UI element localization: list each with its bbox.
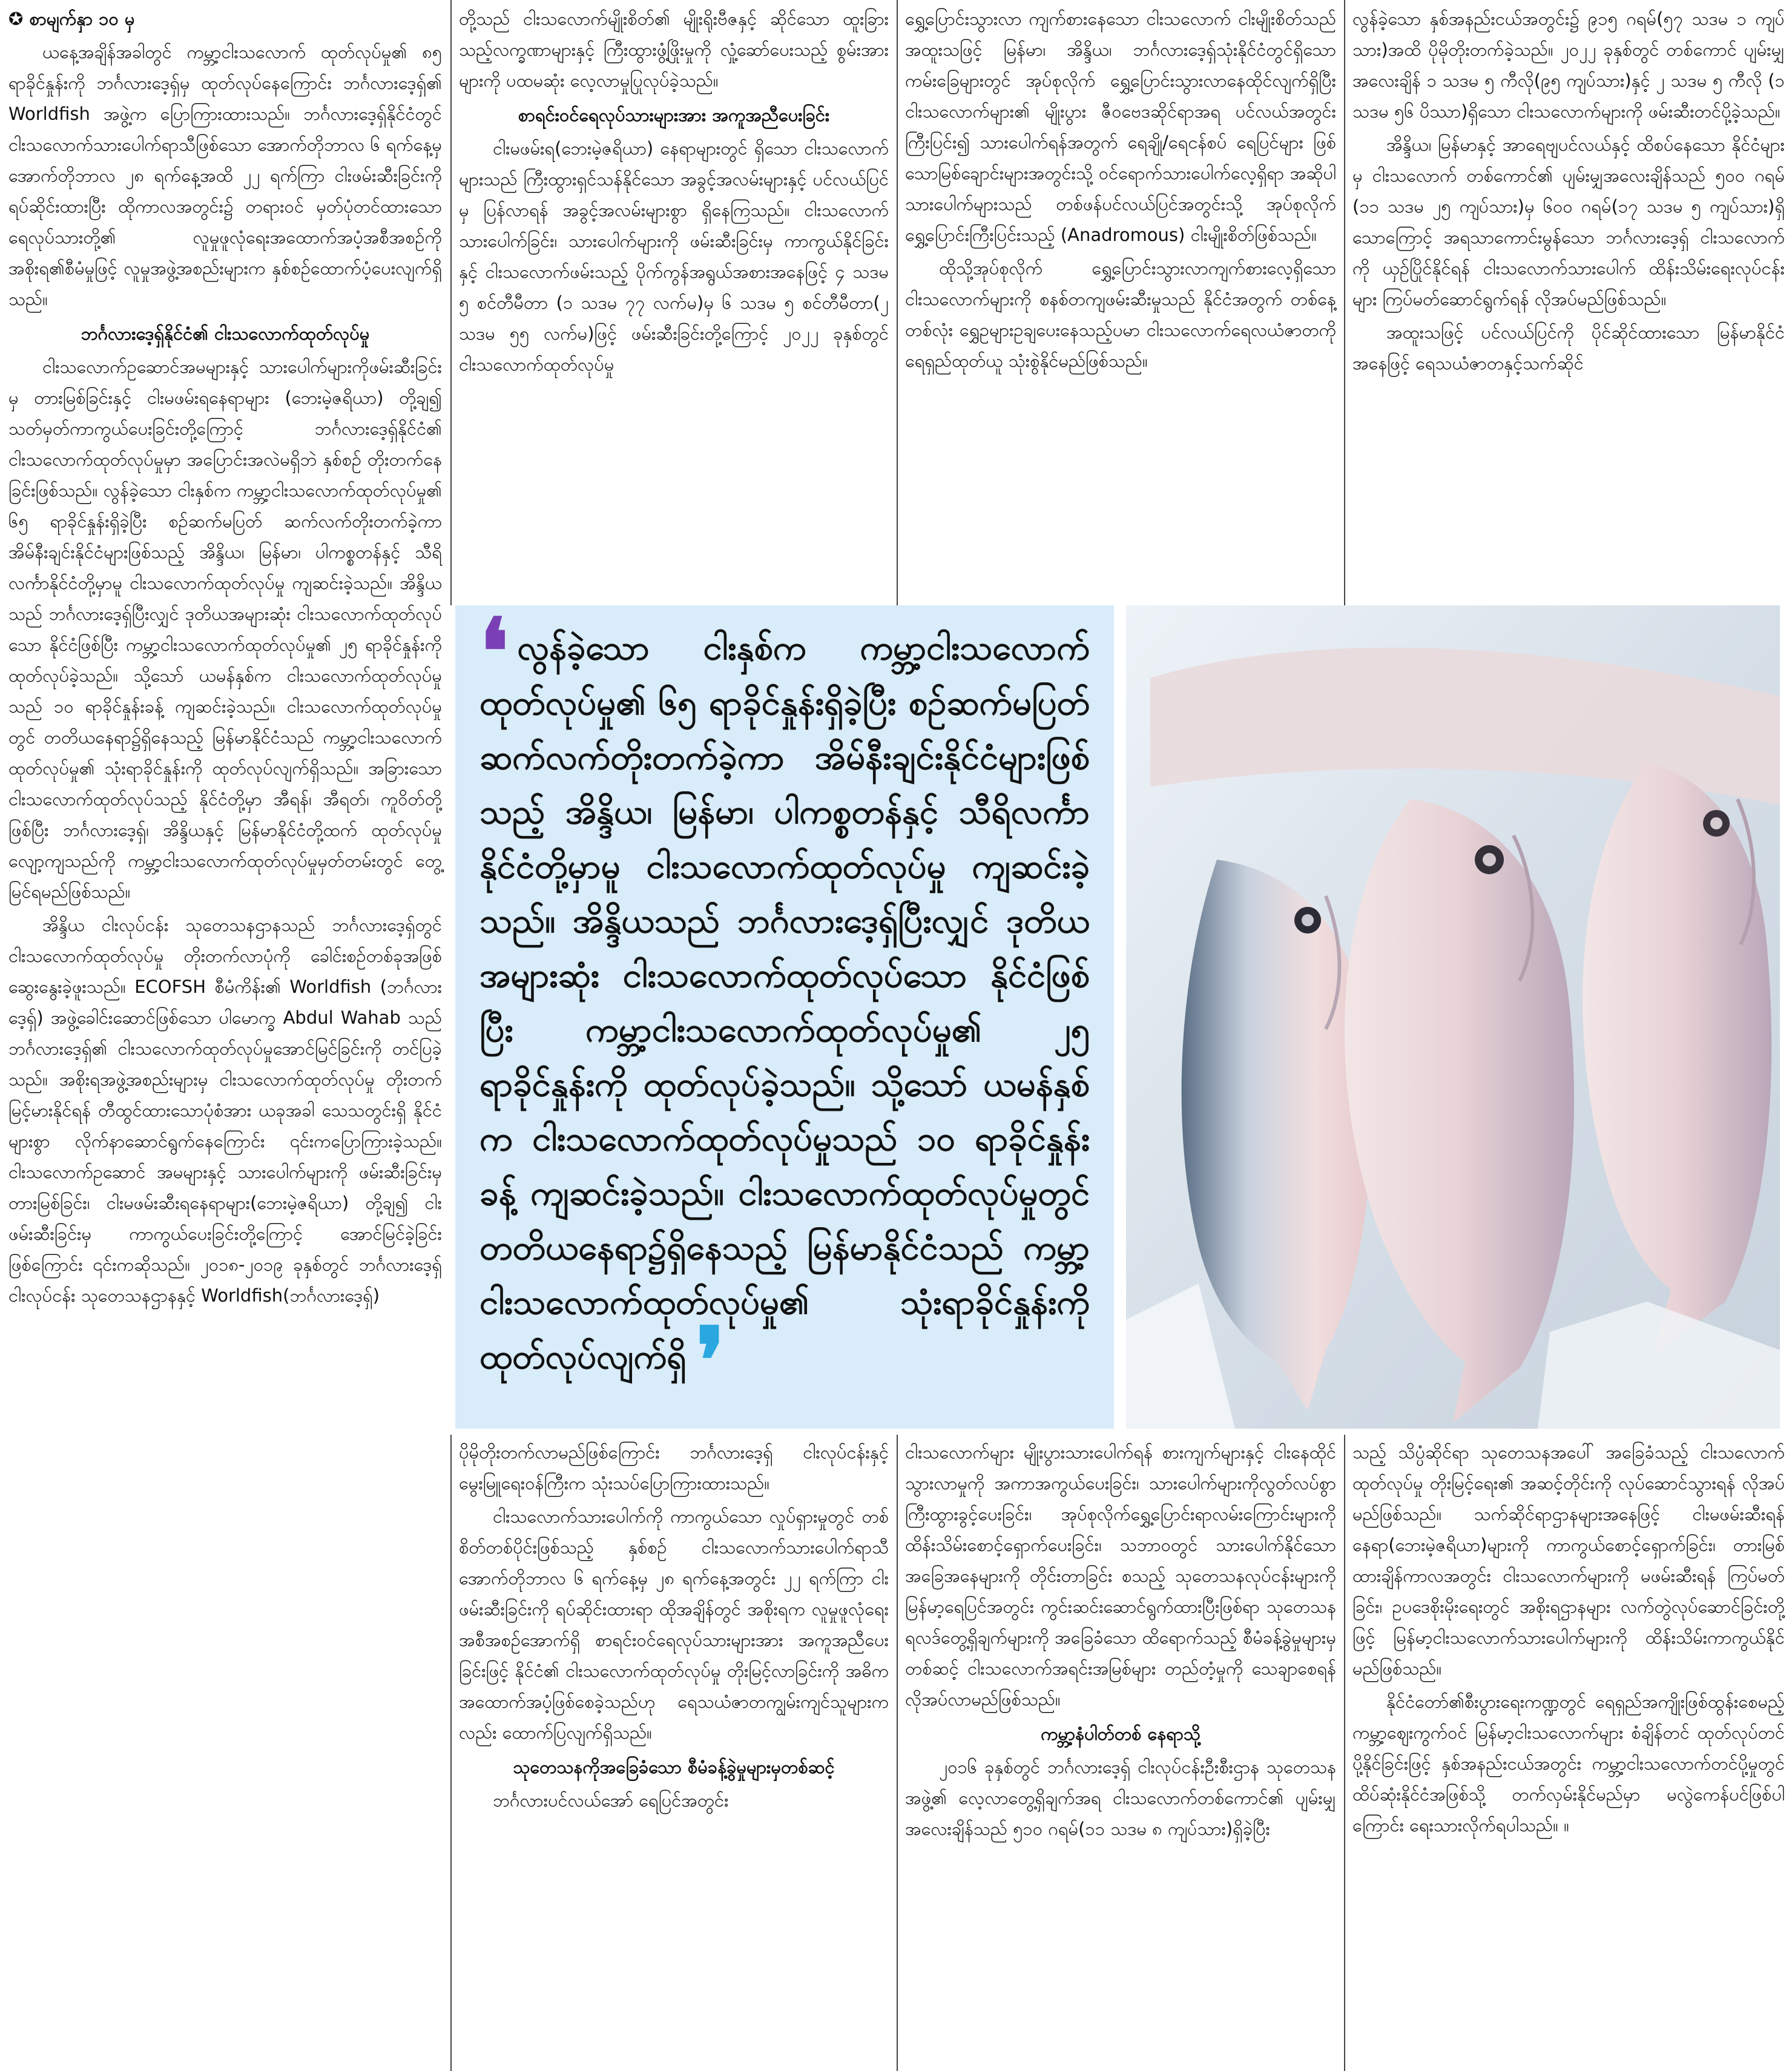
section-heading: ဘင်္ဂလားဒေ့ရှ်နိုင်ငံ၏ ငါးသလောက်ထုတ်လုပ်မှု [81, 323, 370, 344]
paragraph: ထိုသို့အုပ်စုလိုက် ရွှေ့ပြောင်းသွားလာကျက်စားလေ့ရှိသော ငါးသလောက်များကို စနစ်တကျဖမ်းဆီးမှုသည် နိုင်ငံအတွက် တစ်နေ့တစ်လုံး ရွှေဥများဥချပေးနေသည့်ပမာ ငါးသလောက်ရေလယံဇာတကို ရေရှည်ထုတ်ယူ သုံးစွဲနိုင်မည်ဖြစ်သည်။ [905, 258, 1336, 371]
pull-quote [455, 605, 1114, 1429]
column-rule [897, 0, 898, 605]
article-column-2-bottom [455, 1437, 892, 2068]
article-column-4-top [1349, 4, 1788, 600]
paragraph: ငါးသလောက်ဥဆောင်အမများနှင့် သားပေါက်များကိုဖမ်းဆီးခြင်းမှ တားမြစ်ခြင်းနှင့် ငါးမဖမ်းရနေရာများ (ဘေးမဲ့ဇရိယာ) တို့ချ၍ သတ်မှတ်ကာကွယ်ပေးခြင်းတို့ကြောင့် ဘင်္ဂလားဒေ့ရှ်နိုင်ငံ၏ ငါးသလောက်ထုတ်လုပ်မှုမှာ အပြောင်းအလဲမရှိဘဲ နှစ်စဉ် တိုးတက်နေခြင်းဖြစ်သည်။ လွန်ခဲ့သော ငါးနှစ်က ကမ္ဘာ့ငါးသလောက်ထုတ်လုပ်မှု၏ ၆၅ ရာခိုင်နှုန်းရှိခဲ့ပြီး စဉ်ဆက်မပြတ် ဆက်လက်တိုးတက်ခဲ့ကာ အိမ်နီးချင်းနိုင်ငံများဖြစ်သည့် အိန္ဒိယ၊ မြန်မာ၊ ပါကစ္စတန်နှင့် သီရိလင်္ကာနိုင်ငံတို့မှာမူ ငါးသလောက်ထုတ်လုပ်မှု ကျဆင်းခဲ့သည်။ အိန္ဒိယသည် ဘင်္ဂလားဒေ့ရှ်ပြီးလျှင် ဒုတိယအများဆုံး ငါးသလောက်ထုတ်လုပ်သော နိုင်ငံဖြစ်ပြီး ကမ္ဘာ့ငါးသလောက်ထုတ်လုပ်မှု၏ ၂၅ ရာခိုင်နှုန်းကို ထုတ်လုပ်ခဲ့သည်။ သို့သော် ယမန်နှစ်က ငါးသလောက်ထုတ်လုပ်မှုသည် ၁၀ ရာခိုင်နှုန်းခန့် ကျဆင်းခဲ့သည်။ ငါးသလောက်ထုတ်လုပ်မှုတွင် တတိယနေရာ၌ရှိနေသည့် မြန်မာနိုင်ငံသည် ကမ္ဘာ့ငါးသလောက်ထုတ်လုပ်မှု၏ သုံးရာခိုင်နှုန်းကို ထုတ်လုပ်လျက်ရှိသည်။ အခြားသော ငါးသလောက်ထုတ်လုပ်သည့် နိုင်ငံတို့မှာ အီရန်၊ အီရတ်၊ ကူဝိတ်တို့ဖြစ်ပြီး ဘင်္ဂလားဒေ့ရှ်၊ အိန္ဒိယနှင့် မြန်မာနိုင်ငံတို့ထက် ထုတ်လုပ်မှုလျော့ကျသည်ကို ကမ္ဘာ့ငါးသလောက်ထုတ်လုပ်မှုမှတ်တမ်းတွင် တွေ့မြင်ရမည်ဖြစ်သည်။ [8, 357, 442, 902]
pull-quote-text: လွန်ခဲ့သော ငါးနှစ်က ကမ္ဘာ့ငါးသလောက်ထုတ်လုပ်မှု၏ ၆၅ ရာခိုင်နှုန်းရှိခဲ့ပြီး စဉ်ဆက်မပြတ်ဆက်လက်တိုးတက်ခဲ့ကာ အိမ်နီးချင်းနိုင်ငံများဖြစ်သည့် အိန္ဒိယ၊ မြန်မာ၊ ပါကစ္စတန်နှင့် သီရိလင်္ကာနိုင်ငံတို့မှာမူ ငါးသလောက်ထုတ်လုပ်မှု ကျဆင်းခဲ့သည်။ အိန္ဒိယသည် ဘင်္ဂလားဒေ့ရှ်ပြီးလျှင် ဒုတိယအများဆုံး ငါးသလောက်ထုတ်လုပ်သော နိုင်ငံဖြစ်ပြီး ကမ္ဘာ့ငါးသလောက်ထုတ်လုပ်မှု၏ ၂၅ ရာခိုင်နှုန်းကို ထုတ်လုပ်ခဲ့သည်။ သို့သော် ယမန်နှစ်က ငါးသလောက်ထုတ်လုပ်မှုသည် ၁၀ ရာခိုင်နှုန်းခန့် ကျဆင်းခဲ့သည်။ ငါးသလောက်ထုတ်လုပ်မှုတွင် တတိယနေရာ၌ရှိနေသည့် မြန်မာနိုင်ငံသည် ကမ္ဘာ့ငါးသလောက်ထုတ်လုပ်မှု၏ သုံးရာခိုင်နှုန်းကို ထုတ်လုပ်လျက်ရှိ [479, 628, 1090, 1377]
article-column-2-top [455, 4, 892, 600]
paragraph: ယနေ့အချိန်အခါတွင် ကမ္ဘာ့ငါးသလောက် ထုတ်လုပ်မှု၏ ၈၅ ရာခိုင်နှုန်းကို ဘင်္ဂလားဒေ့ရှ်မှ ထုတ်လုပ်နေကြောင်း ဘင်္ဂလားဒေ့ရှ်၏ Worldfish အဖွဲ့က ပြောကြားထားသည်။ ဘင်္ဂလားဒေ့ရှ်နိုင်ငံတွင် ငါးသလောက်သားပေါက်ရာသီဖြစ်သော အောက်တိုဘာလ ၆ ရက်နေ့မှ အောက်တိုဘာလ ၂၈ ရက်နေ့အထိ ၂၂ ရက်ကြာ ငါးဖမ်းဆီးခြင်းကို ရပ်ဆိုင်းထားပြီး ထိုကာလအတွင်း၌ တရားဝင် မှတ်ပုံတင်ထားသော ရေလုပ်သားတို့၏ လူမှုဖူလုံရေးအထောက်အပံ့အစီအစဉ်ကို အစိုးရ၏စီမံမှုဖြင့် လူမှုအဖွဲ့အစည်းများက နှစ်စဉ်ထောက်ပံ့ပေးလျက်ရှိသည်။ [8, 42, 442, 309]
paragraph: ၂၀၁၆ ခုနှစ်တွင် ဘင်္ဂလားဒေ့ရှ် ငါးလုပ်ငန်းဦးစီးဌာန သုတေသနအဖွဲ့၏ လေ့လာတွေ့ရှိချက်အရ ငါးသလောက်တစ်ကောင်၏ ပျမ်းမျှအလေးချိန်သည် ၅၁၀ ဂရမ်(၁၁ သဒမ ၈ ကျပ်သား)ရှိခဲ့ပြီး [905, 1757, 1336, 1839]
article-column-3-bottom [901, 1437, 1340, 2068]
article-column-3-top [901, 4, 1340, 600]
paragraph: ဘင်္ဂလားပင်လယ်အော် ရေပြင်အတွင်း [493, 1790, 729, 1811]
column-rule [450, 0, 452, 605]
article-column-4-bottom [1349, 1437, 1788, 2068]
paragraph: ရွှေ့ပြောင်းသွားလာ ကျက်စားနေသော ငါးသလောက် ငါးမျိုးစိတ်သည် အထူးသဖြင့် မြန်မာ၊ အိန္ဒိယ၊ ဘင်္ဂလားဒေ့ရှ်သုံးနိုင်ငံတွင်ရှိသော ကမ်းခြေများတွင် အုပ်စုလိုက် ရွှေ့ပြောင်းသွားလာနေထိုင်လျက်ရှိပြီး ငါးသလောက်များ၏ မျိုးပွား ဇီဝဗေဒဆိုင်ရာအရ ပင်လယ်အတွင်း ကြီးပြင်း၍ သားပေါက်ရန်အတွက် ရေချို/ရေငန်စပ် ရေပြင်များ ဖြစ်သောမြစ်ချောင်းများအတွင်းသို့ ဝင်ရောက်သားပေါက်လေ့ရှိရာ အဆိုပါသားပေါက်များသည် တစ်ဖန်ပင်လယ်ပြင်အတွင်းသို့ အုပ်စုလိုက် ရွှေ့ပြောင်းကြီးပြင်းသည့် (Anadromous) ငါးမျိုးစိတ်ဖြစ်သည်။ [905, 8, 1336, 245]
paragraph: အိန္ဒိယ၊ မြန်မာနှင့် အာရေဗျပင်လယ်နှင့် ထိစပ်နေသော နိုင်ငံများမှ ငါးသလောက် တစ်ကောင်၏ ပျမ်းမျှအလေးချိန်သည် ၅၀၀ ဂရမ် (၁၁ သဒမ ၂၅ ကျပ်သား)မှ ၆၀၀ ဂရမ်(၁၇ သဒမ ၅ ကျပ်သား)ရှိသောကြောင့် အရသာကောင်းမွန်သော ဘင်္ဂလားဒေ့ရှ် ငါးသလောက်ကို ယှဉ်ပြိုင်နိုင်ရန် ငါးသလောက်သားပေါက် ထိန်းသိမ်းရေးလုပ်ငန်းများ ကြပ်မတ်ဆောင်ရွက်ရန် လိုအပ်မည်ဖြစ်သည်။ [1352, 134, 1785, 309]
hilsa-fish-photo [1126, 605, 1780, 1429]
section-heading: ကမ္ဘာ့နံပါတ်တစ် နေရာသို့ [1041, 1724, 1201, 1744]
paragraph: တို့သည် ငါးသလောက်မျိုးစိတ်၏ မျိုးရိုးဗီဇနှင့် ဆိုင်သော ထူးခြားသည့်လက္ခဏာများနှင့် ကြီးထွားဖွံ့ဖြိုးမှုကို လှုံ့ဆော်ပေးသည့် စွမ်းအားများကို ပထမဆုံး လေ့လာမှုပြုလုပ်ခဲ့သည်။ [459, 8, 889, 91]
paragraph: နိုင်ငံတော်၏စီးပွားရေးကဏ္ဍတွင် ရေရှည်အကျိုးဖြစ်ထွန်းစေမည့် ကမ္ဘာ့ဈေးကွက်ဝင် မြန်မာ့ငါးသလောက်များ စံချိန်တင် ထုတ်လုပ်တင်ပို့နိုင်ခြင်းဖြင့် နှစ်အနည်းငယ်အတွင်း ကမ္ဘာ့ငါးသလောက်တင်ပို့မှုတွင် ထိပ်ဆုံးနိုင်ငံအဖြစ်သို့ တက်လှမ်းနိုင်မည်မှာ မလွဲကေန်ပင်ဖြစ်ပါကြောင်း ရေးသားလိုက်ရပါသည်။ ။ [1352, 1691, 1785, 1836]
paragraph: အထူးသဖြင့် ပင်လယ်ပြင်ကို ပိုင်ဆိုင်ထားသော မြန်မာနိုင်ငံအနေဖြင့် ရေသယံဇာတနှင့်သက်ဆိုင် [1352, 322, 1785, 374]
article-column-1 [5, 4, 446, 2067]
paragraph: ပိုမိုတိုးတက်လာမည်ဖြစ်ကြောင်း ဘင်္ဂလားဒေ့ရှ် ငါးလုပ်ငန်းနှင့် မွေးမြူရေးဝန်ကြီးက သုံးသပ်ပြောကြားထားသည်။ [459, 1442, 889, 1493]
column-rule [1344, 1435, 1345, 2071]
quote-open-icon: ❛ [479, 605, 509, 705]
paragraph: လွန်ခဲ့သော နှစ်အနည်းငယ်အတွင်း၌ ၉၁၅ ဂရမ်(၅၇ သဒမ ၁ ကျပ်သား)အထိ ပိုမိုတိုးတက်ခဲ့သည်။ ၂၀၂၂ ခုနှစ်တွင် တစ်ကောင် ပျမ်းမျှအလေးချိန် ၁ သဒမ ၅ ကီလို(၉၅ ကျပ်သား)နှင့် ၂ သဒမ ၅ ကီလို (၁ သဒမ ၅၆ ပိဿာ)ရှိသော ငါးသလောက်များကို ဖမ်းဆီးတင်ပို့ခဲ့သည်။ [1352, 8, 1785, 122]
quote-close-icon: ❜ [696, 1308, 725, 1414]
section-heading: သုတေသနကိုအခြေခံသော စီမံခန့်ခွဲမှုများမှတစ်ဆင့် [513, 1757, 835, 1777]
paragraph: သည့် သိပ္ပံဆိုင်ရာ သုတေသနအပေါ် အခြေခံသည့် ငါးသလောက်ထုတ်လုပ်မှု တိုးမြင့်ရေး၏ အဆင့်တိုင်းကို လုပ်ဆောင်သွားရန် လိုအပ်မည်ဖြစ်သည်။ သက်ဆိုင်ရာဌာနများအနေဖြင့် ငါးမဖမ်းဆီးရန်နေရာ(ဘေးမဲ့ဇရိယာ)များကို ကာကွယ်စောင့်ရှောက်ခြင်း၊ တားမြစ်ထားချိန်ကာလအတွင်း ငါးသလောက်များကို မဖမ်းဆီးရန် ကြပ်မတ်ခြင်း၊ ဥပဒေစိုးမိုးရေးတွင် အစိုးရဌာနများ လက်တွဲလုပ်ဆောင်ခြင်းတို့ဖြင့် မြန်မာ့ငါးသလောက်သားပေါက်များကို ထိန်းသိမ်းကာကွယ်နိုင်မည်ဖြစ်သည်။ [1352, 1442, 1785, 1679]
continued-from-label: ✪ စာမျက်နှာ ၁၀ မှ [8, 8, 135, 29]
column-rule [897, 1435, 898, 2071]
section-heading: စာရင်းဝင်ရေလုပ်သားများအား အကူအညီပေးခြင်း [518, 105, 830, 125]
paragraph: ငါးမဖမ်းရ(ဘေးမဲ့ဇရိယာ) နေရာများတွင် ရှိသော ငါးသလောက်များသည် ကြီးထွားရှင်သန်နိုင်သော အခွင့်အလမ်းများနှင့် ပင်လယ်ပြင်မှ ပြန်လာရန် အခွင့်အလမ်းများစွာ ရှိနေကြသည်။ ငါးသလောက်သားပေါက်ခြင်း၊ သားပေါက်များကို ဖမ်းဆီးခြင်းမှ ကာကွယ်နိုင်ခြင်းနှင့် ငါးသလောက်ဖမ်းသည့် ပိုက်ကွန်အရွယ်အစားအနေဖြင့် ၄ သဒမ ၅ စင်တီမီတာ (၁ သဒမ ၇၇ လက်မ)မှ ၆ သဒမ ၅ စင်တီမီတာ(၂ သဒမ ၅၅ လက်မ)ဖြင့် ဖမ်းဆီးခြင်းတို့ကြောင့် ၂၀၂၂ ခုနှစ်တွင် ငါးသလောက်ထုတ်လုပ်မှု [459, 138, 889, 375]
paragraph: ငါးသလောက်များ မျိုးပွားသားပေါက်ရန် စားကျက်များနှင့် ငါးနေထိုင်သွားလာမှုကို အကာအကွယ်ပေးခြင်း၊ သားပေါက်များကိုလွတ်လပ်စွာ ကြီးထွားခွင့်ပေးခြင်း၊ အုပ်စုလိုက်ရွှေ့ပြောင်းရာလမ်းကြောင်းများကို ထိန်းသိမ်းစောင့်ရှောက်ပေးခြင်း၊ သဘာဝတွင် သားပေါက်နိုင်သောအခြေအနေများကို တိုင်းတာခြင်း စသည့် သုတေသနလုပ်ငန်းများကို မြန်မာ့ရေပြင်အတွင်း ကွင်းဆင်းဆောင်ရွက်ထားပြီးဖြစ်ရာ သုတေသနရလဒ်တွေ့ရှိချက်များကို အခြေခံသော ထိရောက်သည့် စီမံခန့်ခွဲမှုများမှတစ်ဆင့် ငါးသလောက်အရင်းအမြစ်များ တည်တံ့မှုကို သေချာစေရန် လိုအပ်လာမည်ဖြစ်သည်။ [905, 1442, 1336, 1710]
column-rule [450, 1435, 452, 2071]
column-rule [1344, 0, 1345, 605]
paragraph: ငါးသလောက်သားပေါက်ကို ကာကွယ်သော လှုပ်ရှားမှုတွင် တစ်စိတ်တစ်ပိုင်းဖြစ်သည့် နှစ်စဉ် ငါးသလောက်သားပေါက်ရာသီ အောက်တိုဘာလ ၆ ရက်နေ့မှ ၂၈ ရက်နေ့အတွင်း ၂၂ ရက်ကြာ ငါးဖမ်းဆီးခြင်းကို ရပ်ဆိုင်းထားရာ ထိုအချိန်တွင် အစိုးရက လူမှုဖူလုံရေးအစီအစဉ်အောက်ရှိ စာရင်းဝင်ရေလုပ်သားများအား အကူအညီပေးခြင်းဖြင့် နိုင်ငံ၏ ငါးသလောက်ထုတ်လုပ်မှု တိုးမြင့်လာခြင်းကို အဓိကအထောက်အပံ့ဖြစ်စေခဲ့သည်ဟု ရေသယံဇာတကျွမ်းကျင်သူများကလည်း ထောက်ပြလျက်ရှိသည်။ [459, 1506, 889, 1743]
paragraph: အိန္ဒိယ ငါးလုပ်ငန်း သုတေသနဌာနသည် ဘင်္ဂလားဒေ့ရှ်တွင် ငါးသလောက်ထုတ်လုပ်မှု တိုးတက်လာပုံကို ခေါင်းစဉ်တစ်ခုအဖြစ် ဆွေးနွေးခဲ့ဖူးသည်။ ECOFSH စီမံကိန်း၏ Worldfish (ဘင်္ဂလားဒေ့ရှ်) အဖွဲ့ခေါင်းဆောင်ဖြစ်သော ပါမောက္ခ Abdul Wahab သည် ဘင်္ဂလားဒေ့ရှ်၏ ငါးသလောက်ထုတ်လုပ်မှုအောင်မြင်ခြင်းကို တင်ပြခဲ့သည်။ အစိုးရအဖွဲ့အစည်းများမှ ငါးသလောက်ထုတ်လုပ်မှု တိုးတက်မြင့်မားနိုင်ရန် တီထွင်ထားသောပုံစံအား ယခုအခါ သေသတွင်းရှိ နိုင်ငံများစွာ လိုက်နာဆောင်ရွက်နေကြောင်း ၎င်းကပြောကြားခဲ့သည်။ ငါးသလောက်ဥဆောင် အမများနှင့် သားပေါက်များကို ဖမ်းဆီးခြင်းမှတားမြစ်ခြင်း၊ ငါးမဖမ်းဆီးရနေရာများ(ဘေးမဲ့ဇရိယာ) တို့ချ၍ ငါးဖမ်းဆီးခြင်းမှ ကာကွယ်ပေးခြင်းတို့ကြောင့် အောင်မြင်ခဲ့ခြင်းဖြစ်ကြောင်း ၎င်းကဆိုသည်။ ၂၀၁၈-၂၀၁၉ ခုနှစ်တွင် ဘင်္ဂလားဒေ့ရှ် ငါးလုပ်ငန်း သုတေသနဌာနနှင့် Worldfish(ဘင်္ဂလားဒေ့ရှ်) [8, 915, 442, 1306]
